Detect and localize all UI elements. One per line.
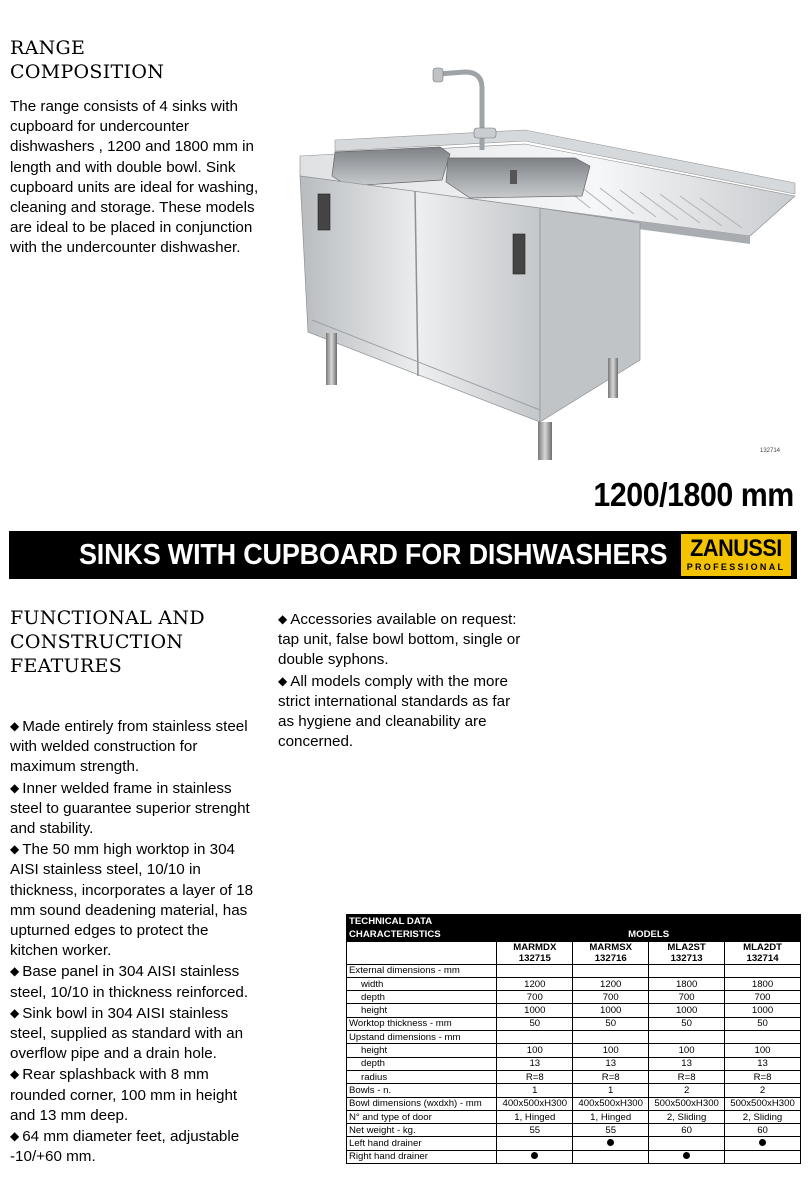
feature-line	[10, 941, 272, 961]
model-header-cell	[725, 941, 801, 964]
logo-name: ZANUSSI	[690, 535, 782, 562]
table-cell: 2, Sliding	[725, 1110, 801, 1123]
table-cell	[573, 964, 649, 977]
table-row	[347, 1017, 801, 1030]
diamond-bullet-icon: ◆	[10, 719, 20, 733]
table-cell	[573, 1150, 649, 1163]
table-cell: 100	[497, 1044, 573, 1057]
feature-text: overflow pipe and a drain hole.	[10, 1045, 217, 1063]
feature-text: Rear splashback with 8 mm	[22, 1066, 209, 1084]
range-text-line: length and with double bowl. Sink	[10, 158, 236, 176]
zanussi-logo	[681, 534, 791, 576]
feature-line	[10, 961, 272, 982]
feature-line	[278, 630, 540, 650]
diamond-bullet-icon: ◆	[278, 612, 288, 626]
feature-line	[278, 692, 540, 712]
table-cell	[573, 1137, 649, 1150]
table-cell: 55	[497, 1124, 573, 1137]
size-label: 1200/1800 mm	[593, 476, 794, 513]
table-row	[347, 1097, 801, 1110]
table-cell: 60	[725, 1124, 801, 1137]
feature-text: mm sound deadening material, has	[10, 901, 248, 919]
feature-line	[278, 671, 540, 692]
features-column-2	[278, 609, 540, 752]
model-header-cell	[649, 941, 725, 964]
feature-line	[10, 1024, 272, 1044]
feature-text: Base panel in 304 AISI stainless	[22, 963, 240, 981]
table-cell: 700	[497, 991, 573, 1004]
row-label: depth	[347, 991, 497, 1004]
table-cell: 100	[649, 1044, 725, 1057]
row-label: Net weight - kg.	[347, 1124, 497, 1137]
table-cell: R=8	[573, 1070, 649, 1083]
feature-bullet	[10, 778, 272, 840]
table-cell: 1200	[573, 977, 649, 990]
table-row	[347, 1031, 801, 1044]
feature-bullet	[278, 609, 540, 671]
sink-cupboard-photo	[290, 58, 796, 470]
characteristics-header: CHARACTERISTICS	[347, 928, 497, 941]
diamond-bullet-icon: ◆	[10, 780, 20, 795]
feature-line	[10, 716, 272, 737]
table-cell: 100	[573, 1044, 649, 1057]
feature-line	[10, 1126, 272, 1147]
table-cell: 13	[649, 1057, 725, 1070]
table-cell: 400x500xH300	[573, 1097, 649, 1110]
table-cell: 1	[573, 1084, 649, 1097]
table-cell: 60	[649, 1124, 725, 1137]
row-label: Right hand drainer	[347, 1150, 497, 1163]
table-row	[347, 1137, 801, 1150]
feature-line	[278, 650, 540, 670]
table-cell: 1000	[649, 1004, 725, 1017]
photo-code: 132714	[760, 448, 781, 454]
row-label: Left hand drainer	[347, 1137, 497, 1150]
feature-bullet	[278, 671, 540, 753]
feature-bullet	[10, 961, 272, 1002]
table-cell: 50	[497, 1017, 573, 1030]
feature-line	[10, 819, 272, 839]
row-label: width	[347, 977, 497, 990]
model-name: MARMDX	[513, 941, 557, 953]
table-row	[347, 1150, 801, 1163]
table-cell	[725, 1137, 801, 1150]
title-banner	[9, 531, 797, 579]
feature-line	[10, 1044, 272, 1064]
table-cell	[649, 1031, 725, 1044]
table-cell	[347, 941, 497, 964]
model-code: 132714	[746, 952, 779, 964]
table-cell: 50	[725, 1017, 801, 1030]
bullet-dot-icon	[607, 1139, 614, 1146]
row-label: N° and type of door	[347, 1110, 497, 1123]
model-name: MARMSX	[589, 941, 633, 953]
feature-line	[10, 1106, 272, 1126]
feature-text: rounded corner, 100 mm in height	[10, 1086, 238, 1104]
model-header-cell	[573, 941, 649, 964]
bullet-dot-icon	[683, 1152, 690, 1159]
table-cell	[725, 1031, 801, 1044]
table-row	[347, 1004, 801, 1017]
logo-subtitle: PROFESSIONAL	[686, 562, 786, 572]
table-row	[347, 1070, 801, 1083]
table-cell: 1000	[573, 1004, 649, 1017]
diamond-bullet-icon: ◆	[10, 1129, 20, 1144]
table-cell: R=8	[497, 1070, 573, 1083]
table-cell: 100	[725, 1044, 801, 1057]
table-cell	[573, 1031, 649, 1044]
model-code: 132716	[594, 952, 627, 964]
table-title: TECHNICAL DATA	[347, 915, 801, 928]
feature-text: Made entirely from stainless steel	[22, 718, 248, 735]
row-label: Bowls - n.	[347, 1084, 497, 1097]
feature-bullet	[10, 839, 272, 961]
table-cell	[497, 1031, 573, 1044]
table-cell: 1000	[497, 1004, 573, 1017]
feature-line	[10, 737, 272, 757]
diamond-bullet-icon: ◆	[10, 842, 20, 857]
diamond-bullet-icon: ◆	[10, 1005, 20, 1020]
table-row	[347, 1124, 801, 1137]
feature-line	[278, 732, 540, 752]
table-cell: 1	[497, 1084, 573, 1097]
table-cell: 13	[573, 1057, 649, 1070]
bullet-dot-icon	[531, 1152, 538, 1159]
feature-line	[278, 609, 540, 630]
table-cell: 1800	[725, 977, 801, 990]
feature-text: concerned.	[278, 733, 354, 751]
model-code: 132715	[518, 952, 551, 964]
table-cell	[649, 1150, 725, 1163]
range-text-line: cleaning and storage. These models	[10, 199, 255, 217]
feature-text: as hygiene and cleanability are	[278, 713, 487, 731]
range-text-line: with the undercounter dishwasher.	[10, 239, 241, 257]
feature-line	[10, 1064, 272, 1085]
table-cell: 2	[725, 1084, 801, 1097]
bullet-dot-icon	[759, 1139, 766, 1146]
model-code: 132713	[670, 952, 703, 964]
feature-line	[10, 921, 272, 941]
feature-text: The 50 mm high worktop in 304	[22, 841, 235, 859]
model-name: MLA2DT	[743, 941, 782, 953]
table-cell: 50	[649, 1017, 725, 1030]
row-label: Worktop thickness - mm	[347, 1017, 497, 1030]
feature-text: kitchen worker.	[10, 942, 112, 960]
table-cell: 400x500xH300	[497, 1097, 573, 1110]
banner-title: SINKS WITH CUPBOARD FOR DISHWASHERS	[79, 539, 668, 571]
table-cell	[725, 1150, 801, 1163]
features-title-line1: FUNCTIONAL AND	[10, 607, 205, 629]
feature-line	[10, 901, 272, 921]
table-cell	[497, 964, 573, 977]
feature-bullet	[10, 1064, 272, 1126]
table-row	[347, 1044, 801, 1057]
feature-text: and 13 mm deep.	[10, 1106, 129, 1124]
feature-text: steel, supplied as standard with an	[10, 1025, 244, 1043]
feature-text: steel to guarantee superior strenght	[10, 799, 250, 817]
feature-line	[10, 1003, 272, 1024]
range-title-line1: RANGE	[10, 37, 86, 59]
features-title-line2: CONSTRUCTION	[10, 631, 184, 653]
table-row	[347, 977, 801, 990]
table-cell: 1000	[725, 1004, 801, 1017]
feature-text: AISI stainless steel, 10/10 in	[10, 861, 201, 879]
feature-text: maximum strength.	[10, 758, 140, 776]
model-header-cell	[497, 941, 573, 964]
table-cell: 50	[573, 1017, 649, 1030]
models-row	[347, 941, 801, 964]
features-title-line3: FEATURES	[10, 655, 123, 677]
range-composition-heading	[10, 36, 270, 84]
table-cell: 2	[649, 1084, 725, 1097]
table-cell: R=8	[649, 1070, 725, 1083]
row-label: radius	[347, 1070, 497, 1083]
range-text-line: cupboard for undercounter	[10, 118, 189, 136]
range-text-line: are ideal to be placed in conjunction	[10, 219, 253, 237]
table-row	[347, 1057, 801, 1070]
feature-text: strict international standards as far	[278, 692, 511, 710]
feature-text: upturned edges to protect the	[10, 922, 209, 940]
diamond-bullet-icon: ◆	[10, 964, 20, 979]
feature-line	[10, 778, 272, 799]
feature-text: -10/+60 mm.	[10, 1148, 96, 1166]
table-row	[347, 1110, 801, 1123]
row-label: depth	[347, 1057, 497, 1070]
table-cell	[649, 964, 725, 977]
feature-text: with welded construction for	[10, 738, 198, 756]
table-cell: R=8	[725, 1070, 801, 1083]
range-text-line: The range consists of 4 sinks with	[10, 98, 238, 115]
table-cell: 2, Sliding	[649, 1110, 725, 1123]
table-cell: 700	[573, 991, 649, 1004]
table-cell: 700	[649, 991, 725, 1004]
feature-text: Sink bowl in 304 AISI stainless	[22, 1004, 229, 1022]
technical-data-table	[346, 914, 801, 1164]
row-label: Bowl dimensions (wxdxh) - mm	[347, 1097, 497, 1110]
feature-text: and stability.	[10, 820, 94, 838]
table-cell: 1, Hinged	[573, 1110, 649, 1123]
row-label: Upstand dimensions - mm	[347, 1031, 497, 1044]
table-body	[347, 964, 801, 1163]
feature-line	[10, 757, 272, 777]
feature-text: All models comply with the more	[290, 672, 508, 690]
feature-text: tap unit, false bowl bottom, single or	[278, 631, 521, 649]
diamond-bullet-icon: ◆	[10, 1067, 20, 1082]
models-header: MODELS	[497, 928, 801, 941]
feature-text: Accessories available on request:	[290, 611, 517, 628]
feature-line	[10, 799, 272, 819]
feature-bullet	[10, 716, 272, 778]
range-text-line: cupboard units are ideal for washing,	[10, 178, 259, 196]
table-cell: 13	[725, 1057, 801, 1070]
table-cell: 1, Hinged	[497, 1110, 573, 1123]
table-cell	[497, 1150, 573, 1163]
features-heading	[10, 606, 270, 678]
feature-line	[278, 712, 540, 732]
feature-text: Inner welded frame in stainless	[22, 779, 232, 797]
table-cell	[649, 1137, 725, 1150]
range-description	[10, 97, 272, 259]
feature-bullet	[10, 1126, 272, 1167]
range-title-line2: COMPOSITION	[10, 61, 165, 83]
table-cell: 13	[497, 1057, 573, 1070]
feature-text: thickness, incorporates a layer of 18	[10, 881, 254, 899]
feature-line	[10, 1086, 272, 1106]
table-cell	[725, 964, 801, 977]
diamond-bullet-icon: ◆	[278, 673, 288, 688]
table-cell	[497, 1137, 573, 1150]
feature-line	[10, 839, 272, 860]
table-row	[347, 964, 801, 977]
model-name: MLA2ST	[667, 941, 706, 953]
table-row	[347, 1084, 801, 1097]
feature-line	[10, 983, 272, 1003]
feature-text: steel, 10/10 in thickness reinforced.	[10, 983, 249, 1001]
table-cell: 500x500xH300	[725, 1097, 801, 1110]
feature-text: 64 mm diameter feet, adjustable	[22, 1128, 240, 1146]
row-label: height	[347, 1044, 497, 1057]
row-label: External dimensions - mm	[347, 964, 497, 977]
table-cell: 55	[573, 1124, 649, 1137]
feature-text: double syphons.	[278, 651, 389, 669]
feature-line	[10, 860, 272, 880]
feature-bullet	[10, 1003, 272, 1065]
feature-line	[10, 1147, 272, 1167]
table-cell: 1200	[497, 977, 573, 990]
table-cell: 500x500xH300	[649, 1097, 725, 1110]
feature-line	[10, 881, 272, 901]
table-row	[347, 991, 801, 1004]
table-cell: 1800	[649, 977, 725, 990]
features-column-1	[10, 716, 272, 1167]
range-text-line: dishwashers , 1200 and 1800 mm in	[10, 138, 254, 156]
table-cell: 700	[725, 991, 801, 1004]
row-label: height	[347, 1004, 497, 1017]
